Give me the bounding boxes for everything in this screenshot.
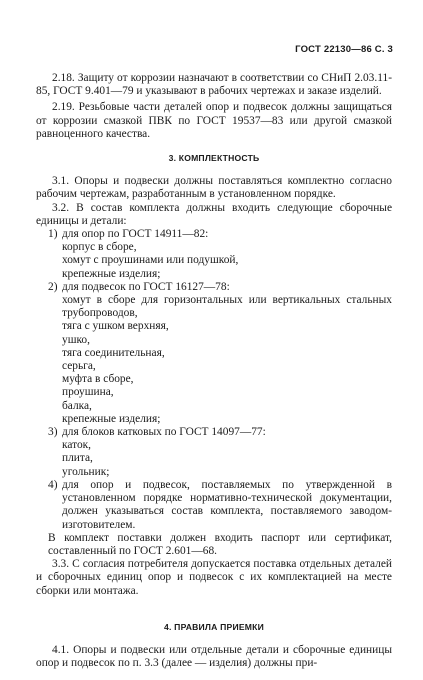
list-item: крепежные изделия; <box>62 412 161 425</box>
list-item: проушина, <box>62 386 114 399</box>
list-item: серьга, <box>62 360 96 373</box>
paragraph-3-1: 3.1. Опоры и подвески должны поставляться комплектно согласно рабочим чертежам, разработанным в установленном порядке. <box>36 175 392 201</box>
list-group <box>36 228 392 241</box>
list-item: тяга с ушком верхняя, <box>62 320 169 333</box>
list-group-label: для блоков катковых по ГОСТ 14097—77: <box>62 426 266 439</box>
list-item: корпус в сборе, <box>62 241 137 254</box>
list-group <box>36 426 392 439</box>
list-group-label: для подвесок по ГОСТ 16127—78: <box>62 280 230 293</box>
section-4-title: 4. ПРАВИЛА ПРИЕМКИ <box>164 621 264 632</box>
paragraph-4-1: 4.1. Опоры и подвески или отдельные детали и сборочные единицы опор и подвесок по п. 3.3 (далее — изделия) должны при- <box>36 643 392 670</box>
list-marker: 2) <box>48 280 58 293</box>
list-group-label: для опор и подвесок, поставляемых по утвержденной в установленном порядке нормативно-технической документации, должен указываться состав комплекта, поставляемого заводом-изготовителем. <box>62 478 392 531</box>
list-item: крепежные изделия; <box>62 267 161 280</box>
list-item: угольник; <box>62 465 110 478</box>
list-marker: 4) <box>48 478 58 491</box>
list-item: ушко, <box>62 333 90 346</box>
list-group <box>36 281 392 294</box>
list-group-label: для опор по ГОСТ 14911—82: <box>62 228 209 241</box>
components-list <box>36 228 392 532</box>
list-marker: 1) <box>48 228 58 241</box>
list-item: балка, <box>62 399 92 412</box>
section-3-title: 3. КОМПЛЕКТНОСТЬ <box>168 153 260 164</box>
paragraph-2-18: 2.18. Защиту от коррозии назначают в соответствии со СНиП 2.03.11-85, ГОСТ 9.401—79 и указывают в рабочих чертежах и заказе изделий. <box>36 72 392 98</box>
paragraph-3-3: 3.3. С согласия потребителя допускается поставка отдельных деталей и сборочных единиц опор и подвесок с их комплектацией на месте сборки или монтажа. <box>36 558 392 597</box>
list-group <box>36 479 392 532</box>
list-item: муфта в сборе, <box>62 373 134 386</box>
list-item: плита, <box>62 452 93 465</box>
page-header: ГОСТ 22130—86 С. 3 <box>295 44 393 55</box>
list-item: хомут в сборе для горизонтальных или вертикальных стальных трубопроводов, <box>62 294 392 320</box>
list-item: каток, <box>62 439 92 452</box>
list-item: тяга соединительная, <box>62 346 165 359</box>
list-item: хомут с проушинами или подушкой, <box>62 254 239 267</box>
passport-paragraph: В комплект поставки должен входить паспорт или сертификат, составленный по ГОСТ 2.601—68. <box>48 531 392 557</box>
list-marker: 3) <box>48 426 58 439</box>
document-body <box>36 72 392 670</box>
paragraph-2-19: 2.19. Резьбовые части деталей опор и подвесок должны защищаться от коррозии смазкой ПВК по ГОСТ 19537—83 или другой смазкой равноценного качества. <box>36 101 392 140</box>
paragraph-3-2: 3.2. В состав комплекта должны входить следующие сборочные единицы и детали: <box>36 201 392 227</box>
